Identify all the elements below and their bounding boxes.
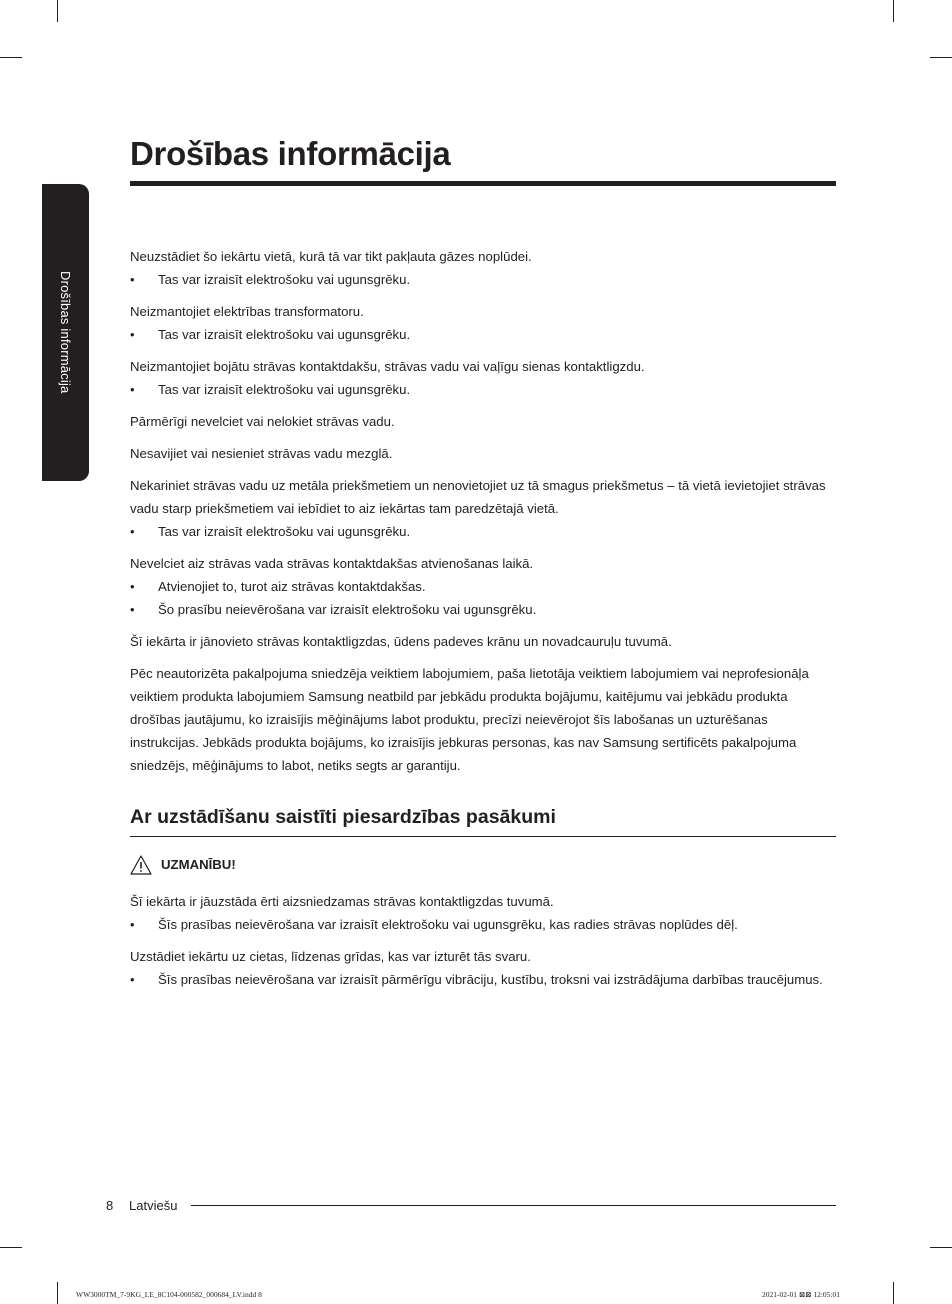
crop-mark (57, 1282, 58, 1304)
crop-mark (0, 57, 22, 58)
bullet-item: • Šīs prasības neievērošana var izraisīt pārmērīgu vibrāciju, kustību, troksni vai izstrādājuma darbības traucējumus. (130, 968, 836, 991)
crop-mark (893, 1282, 894, 1304)
instruction-text: Nevelciet aiz strāvas vada strāvas kontaktdakšas atvienošanas laikā. (130, 556, 534, 571)
instruction-block (130, 474, 836, 543)
print-file-info: WW3000TM_7-9KG_LE_8C104-000582_000684_LV.indd 8 (76, 1290, 262, 1299)
bullet-item: • Tas var izraisīt elektrošoku vai ugunsgrēku. (130, 520, 836, 543)
instruction-text: Uzstādiet iekārtu uz cietas, līdzenas grīdas, kas var izturēt tās svaru. (130, 949, 531, 964)
installation-instructions (130, 890, 836, 991)
print-timestamp: 2021-02-01 ⊠⊠ 12:05:01 (762, 1290, 840, 1299)
bullet-item: • Šo prasību neievērošana var izraisīt elektrošoku vai ugunsgrēku. (130, 598, 836, 621)
instruction-text: Nesavijiet vai nesieniet strāvas vadu mezglā. (130, 446, 393, 461)
instruction-block (130, 300, 836, 346)
crop-mark (893, 0, 894, 22)
caution-label: UZMANĪBU! (161, 857, 236, 872)
instruction-block (130, 890, 836, 936)
crop-mark (930, 57, 952, 58)
safety-instructions (130, 245, 836, 777)
bullet-list (130, 378, 836, 401)
instruction-block (130, 355, 836, 401)
instruction-block (130, 245, 836, 291)
bullet-list (130, 520, 836, 543)
crop-mark (57, 0, 58, 22)
instruction-block (130, 630, 836, 653)
bullet-item: • Šīs prasības neievērošana var izraisīt elektrošoku vai ugunsgrēku, kas radies strāvas noplūdes dēļ. (130, 913, 836, 936)
page-number: 8 (106, 1197, 114, 1213)
main-content (130, 245, 836, 1000)
bullet-list (130, 968, 836, 991)
bullet-list (130, 913, 836, 936)
instruction-block (130, 662, 836, 777)
caution-notice (130, 853, 836, 876)
instruction-block (130, 410, 836, 433)
instruction-text: Neizmantojiet bojātu strāvas kontaktdakšu, strāvas vadu vai vaļīgu sienas kontaktligzdu. (130, 359, 645, 374)
footer-rule (191, 1205, 836, 1206)
instruction-text: Neizmantojiet elektrības transformatoru. (130, 304, 364, 319)
crop-mark (0, 1247, 22, 1248)
instruction-text: Neuzstādiet šo iekārtu vietā, kurā tā var tikt pakļauta gāzes noplūdei. (130, 249, 532, 264)
footer-language: Latviešu (129, 1197, 178, 1213)
instruction-block (130, 552, 836, 621)
section-heading: Ar uzstādīšanu saistīti piesardzības pasākumi (130, 806, 556, 828)
instruction-text: Nekariniet strāvas vadu uz metāla priekšmetiem un nenovietojiet uz tā smagus priekšmetus – tā vietā ievietojiet strāvas vadu starp priekšmetiem vai iebīdiet to aiz iekārtas tam paredzētajā vietā. (130, 478, 826, 516)
bullet-item: • Tas var izraisīt elektrošoku vai ugunsgrēku. (130, 378, 836, 401)
bullet-item: • Atvienojiet to, turot aiz strāvas kontaktdakšas. (130, 575, 836, 598)
section-rule (130, 836, 836, 837)
page-footer (106, 1195, 836, 1215)
instruction-text: Pēc neautorizēta pakalpojuma sniedzēja veiktiem labojumiem, paša lietotāja veiktiem labojumiem vai neprofesionāļa veiktiem produkta labojumiem Samsung neatbild par jebkādu produkta bojājumu, kaitējumu vai jebkādu produkta drošības jautājumu, ko izraisījis mēģinājums labot produktu, precīzi neievērojot šīs labošanas un uzturēšanas instrukcijas. Jebkāds produkta bojājums, ko izraisījis jebkuras personas, kas nav Samsung sertificēts pakalpojuma sniedzējs, mēģinājums to labot, netiks segts ar garantiju. (130, 666, 809, 773)
page-title: Drošības informācija (130, 135, 451, 172)
bullet-item: • Tas var izraisīt elektrošoku vai ugunsgrēku. (130, 323, 836, 346)
crop-mark (930, 1247, 952, 1248)
instruction-text: Šī iekārta ir jānovieto strāvas kontaktligzdas, ūdens padeves krānu un novadcauruļu tuvumā. (130, 634, 672, 649)
instruction-block (130, 945, 836, 991)
warning-triangle-icon (130, 855, 152, 875)
instruction-text: Pārmērīgi nevelciet vai nelokiet strāvas vadu. (130, 414, 395, 429)
bullet-item: • Tas var izraisīt elektrošoku vai ugunsgrēku. (130, 268, 836, 291)
title-rule (130, 181, 836, 186)
instruction-block (130, 442, 836, 465)
bullet-list (130, 575, 836, 621)
chapter-tab-label-wrap (42, 184, 89, 481)
chapter-tab-label: Drošības informācija (58, 271, 73, 394)
bullet-list (130, 268, 836, 291)
instruction-text: Šī iekārta ir jāuzstāda ērti aizsniedzamas strāvas kontaktligzdas tuvumā. (130, 894, 554, 909)
bullet-list (130, 323, 836, 346)
